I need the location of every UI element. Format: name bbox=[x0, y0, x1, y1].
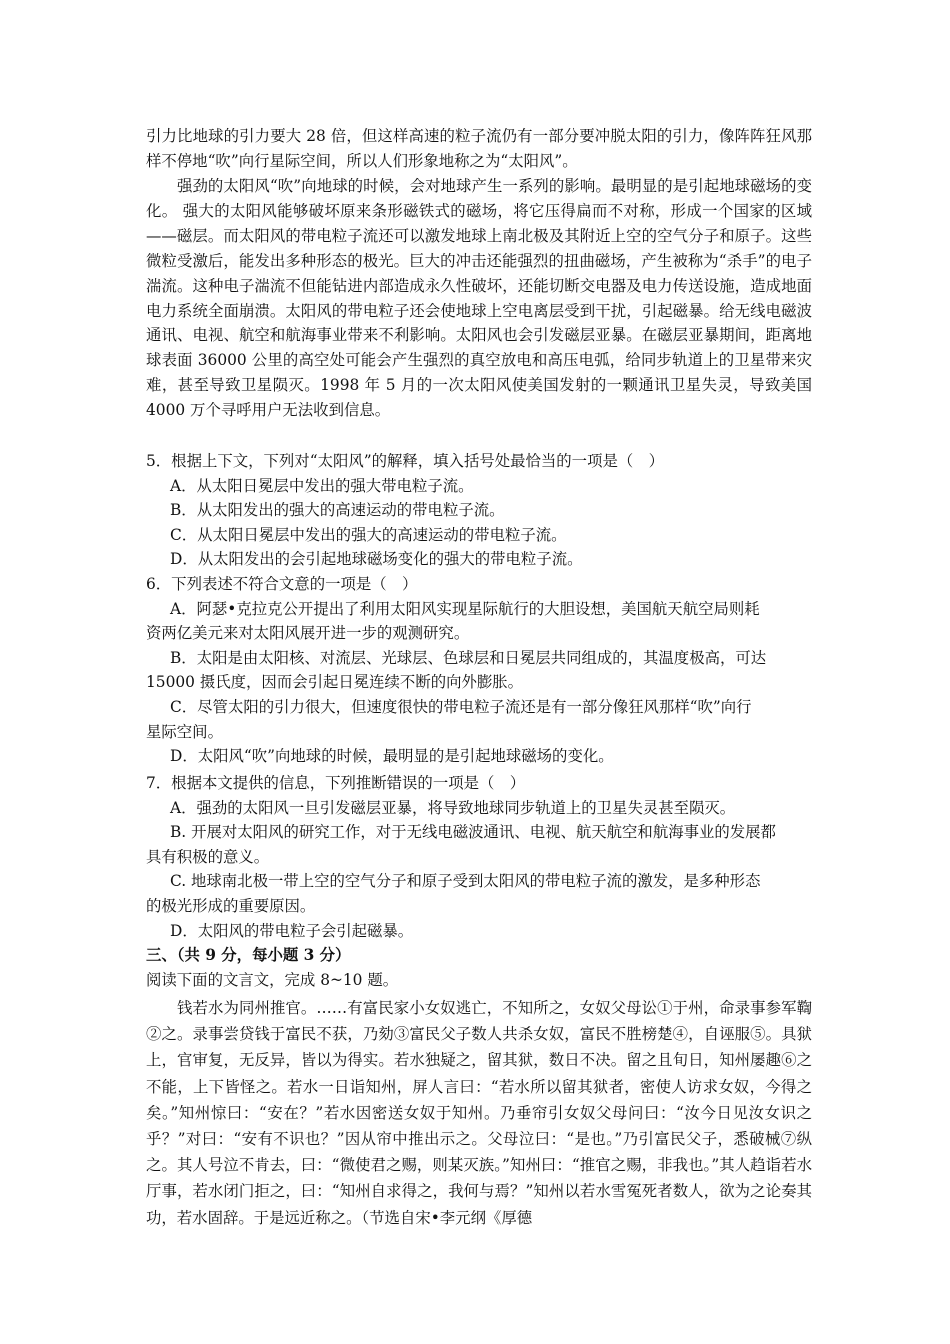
question-7-option-b: B. 开展对太阳风的研究工作，对于无线电磁波通讯、电视、航天航空和航海事业的发展都 bbox=[170, 823, 776, 842]
question-7-stem: 7．根据本文提供的信息，下列推断错误的一项是（ ） bbox=[146, 774, 526, 792]
question-7-option-c: C. 地球南北极一带上空的空气分子和原子受到太阳风的带电粒子流的激发，是多种形态 bbox=[170, 872, 761, 891]
question-5 bbox=[146, 449, 812, 572]
section-3-instruction: 阅读下面的文言文，完成 8~10 题。 bbox=[146, 970, 399, 989]
question-6-option-c: C．尽管太阳的引力很大，但速度很快的带电粒子流还是有一部分像狂风那样“吹”向行 bbox=[170, 697, 752, 716]
passage-paragraph-2: 强劲的太阳风“吹”向地球的时候，会对地球产生一系列的影响。最明显的是引起地球磁场的变化。 强大的太阳风能够破坏原来条形磁铁式的磁场，将它压得扁而不对称，形成一个国家的区域——磁层。而太阳风的带电粒子流还可以激发地球上南北极及其附近上空的空气分子和原子。这些微粒受激后，能发出多种形态的极光。巨大的冲击还能强烈的扭曲磁场，产生被称为“杀手”的电子湍流。这种电子湍流不但能钻进内部造成永久性破坏，还能切断交电器及电力传送设施，造成地面电力系统全面崩溃。太阳风的带电粒子还会使地球上空电离层受到干扰，引起磁暴。给无线电磁波通讯、电视、航空和航海事业带来不利影响。太阳风也会引发磁层亚暴。在磁层亚暴期间，距离地球表面 36000 公里的高空处可能会产生强烈的真空放电和高压电弧，给同步轨道上的卫星带来灾难，甚至导致卫星陨灭。1998 年 5 月的一次太阳风使美国发射的一颗通讯卫星失灵，导致美国 4000 万个寻呼用户无法收到信息。 bbox=[146, 177, 817, 420]
question-6-option-b: B．太阳是由太阳核、对流层、光球层、色球层和日冕层共同组成的，其温度极高，可达 bbox=[170, 648, 767, 667]
question-6-option-c-cont: 星际空间。 bbox=[146, 722, 223, 741]
classical-chinese-passage: 钱若水为同州推官。……有富民家小女奴逃亡，不知所之，女奴父母讼①于州，命录事参军鞫②之。录事尝贷钱于富民不获，乃劾③富民父子数人共杀女奴，富民不胜榜楚④，自诬服⑤。具狱上，官审复，无反异，皆以为得实。若水独疑之，留其狱，数日不决。留之且旬日，知州屡趣⑥之不能，上下皆怪之。若水一日诣知州，屏人言曰：“若水所以留其狱者，密使人访求女奴，今得之矣。”知州惊曰：“安在？”若水因密送女奴于知州。乃垂帘引女奴父母问曰：“汝今日见汝女识之乎？”对曰：“安有不识也？”因从帘中推出示之。父母泣曰：“是也。”乃引富民父子，悉破械⑦纵之。其人号泣不肯去，曰：“微使君之赐，则某灭族。”知州曰：“推官之赐，非我也。”其人趋诣若水厅事，若水闭门拒之，曰：“知州自求得之，我何与焉？”知州以若水雪冤死者数人，欲为之论奏其功，若水固辞。于是远近称之。（节选自宋•李元纲《厚德 bbox=[146, 999, 812, 1227]
question-5-option-a: A．从太阳日冕层中发出的强大带电粒子流。 bbox=[170, 476, 474, 495]
question-5-option-c: C．从太阳日冕层中发出的强大的高速运动的带电粒子流。 bbox=[170, 525, 567, 544]
question-7-option-d: D．太阳风的带电粒子会引起磁暴。 bbox=[170, 921, 414, 940]
question-7 bbox=[146, 771, 812, 992]
question-6-option-a-cont: 资两亿美元来对太阳风展开进一步的观测研究。 bbox=[146, 624, 470, 643]
section-3-heading: 三、（共 9 分，每小题 3 分） bbox=[146, 946, 351, 965]
question-6 bbox=[146, 572, 812, 769]
question-6-option-a: A．阿瑟•克拉克公开提出了利用太阳风实现星际航行的大胆设想，美国航天航空局则耗 bbox=[170, 599, 760, 618]
question-7-option-c-cont: 的极光形成的重要原因。 bbox=[146, 896, 316, 915]
passage-paragraph-1: 引力比地球的引力要大 28 倍，但这样高速的粒子流仍有一部分要冲脱太阳的引力，像阵阵狂风那样不停地“吹”向行星际空间，所以人们形象地称之为“太阳风”。 bbox=[146, 127, 812, 170]
question-5-option-b: B．从太阳发出的强大的高速运动的带电粒子流。 bbox=[170, 501, 505, 520]
question-6-option-b-cont: 15000 摄氏度，因而会引起日冕连续不断的向外膨胀。 bbox=[146, 673, 524, 692]
question-7-option-b-cont: 具有积极的意义。 bbox=[146, 847, 270, 866]
question-5-stem: 5．根据上下文，下列对“太阳风”的解释，填入括号处最恰当的一项是（ ） bbox=[146, 452, 665, 470]
question-6-option-d: D．太阳风“吹”向地球的时候，最明显的是引起地球磁场的变化。 bbox=[170, 747, 614, 766]
question-7-option-a: A．强劲的太阳风一旦引发磁层亚暴，将导致地球同步轨道上的卫星失灵甚至陨灭。 bbox=[170, 798, 736, 817]
question-5-option-d: D．从太阳发出的会引起地球磁场变化的强大的带电粒子流。 bbox=[170, 550, 583, 569]
question-6-stem: 6．下列表述不符合文意的一项是（ ） bbox=[146, 575, 418, 593]
